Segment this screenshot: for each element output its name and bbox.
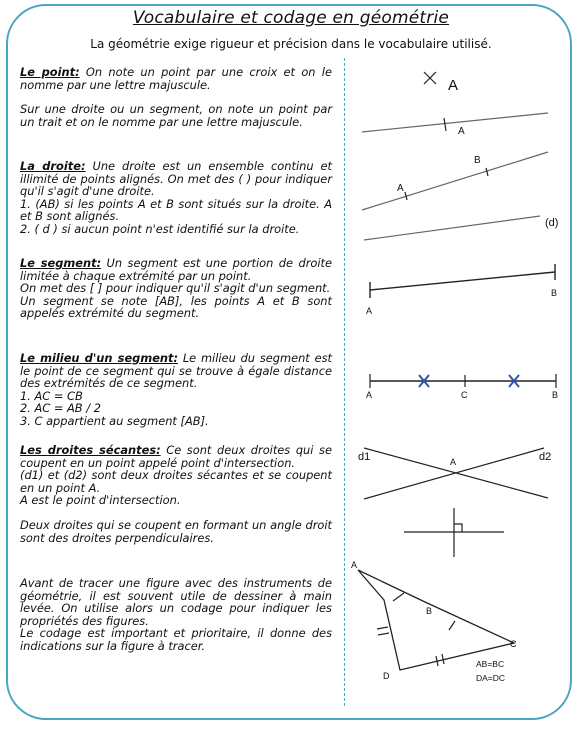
point-text-1: On note un point par une croix et on le nomme par une lettre majuscule. bbox=[20, 65, 332, 92]
heading-milieu: Le milieu d'un segment: bbox=[20, 351, 179, 365]
milieu-item-1: 1. AC = CB bbox=[20, 388, 83, 403]
line-d bbox=[364, 216, 540, 240]
section-point bbox=[20, 66, 332, 128]
label-line-d: (d) bbox=[545, 217, 559, 229]
segment-text-3: Un segment se note [AB], les points A et B sont appelés extrémité du segment. bbox=[20, 293, 332, 321]
line-ab-tick-b bbox=[486, 168, 488, 176]
point-line bbox=[362, 113, 548, 132]
label-mid-c: C bbox=[461, 390, 468, 400]
section-milieu bbox=[20, 352, 332, 428]
page-title: Vocabulaire et codage en géométrie bbox=[132, 8, 450, 28]
heading-secantes: Les droites sécantes: bbox=[20, 443, 161, 457]
label-equality-2: DA=DC bbox=[476, 673, 506, 683]
figures-column bbox=[350, 56, 572, 706]
milieu-item-2: 2. AC = AB / 2 bbox=[20, 401, 101, 416]
label-secant-d2: d2 bbox=[539, 451, 552, 463]
segment-intro: Un segment est une portion de droite limitée à chaque extrémité par un point. bbox=[20, 256, 332, 283]
label-intersection-a: A bbox=[450, 457, 457, 467]
coded-quadrilateral bbox=[358, 570, 514, 670]
point-tick bbox=[444, 118, 446, 131]
label-segment-a: A bbox=[366, 306, 373, 316]
heading-segment: Le segment: bbox=[20, 256, 102, 270]
section-segment bbox=[20, 257, 332, 320]
page-subtitle: La géométrie exige rigueur et précision dans le vocabulaire utilisé. bbox=[90, 37, 492, 51]
heading-droite: La droite: bbox=[20, 159, 86, 173]
codage-text-2: Le codage est important et prioritaire, il donne des indications sur la figure à tracer. bbox=[20, 626, 332, 653]
point-text-2: Sur une droite ou un segment, on note un point par un trait et on le nomme par une lettre majuscule. bbox=[20, 102, 332, 129]
droite-intro: Une droite est un ensemble continu et illimité de points alignés. On met des ( ) pour indiquer qu'il s'agit d'une droite. bbox=[20, 159, 332, 199]
label-mid-a: A bbox=[366, 390, 373, 400]
code-mark-da-1 bbox=[377, 627, 388, 629]
segment-text-2: On met des [ ] pour indiquer qu'il s'agit d'un segment. bbox=[20, 281, 331, 296]
right-angle-mark bbox=[454, 524, 462, 532]
label-quad-c: C bbox=[510, 639, 517, 649]
label-point-a: A bbox=[448, 77, 459, 94]
label-equality-1: AB=BC bbox=[476, 659, 505, 669]
milieu-item-3: 3. C appartient au segment [AB]. bbox=[20, 413, 209, 428]
segment-ab bbox=[370, 272, 555, 290]
code-mark-ab bbox=[393, 593, 404, 601]
code-mark-bc bbox=[449, 621, 455, 630]
section-droite bbox=[20, 160, 332, 236]
heading-point: Le point: bbox=[20, 65, 80, 79]
section-codage bbox=[20, 577, 332, 653]
milieu-intro: Le milieu du segment est le point de ce segment qui se trouve à égale distance des extrémités de ce segment. bbox=[20, 351, 332, 391]
line-ab bbox=[362, 152, 548, 210]
secantes-text-3: A est le point d'intersection. bbox=[20, 493, 181, 508]
droite-item-2: 2. ( d ) si aucun point n'est identifié sur la droite. bbox=[20, 221, 300, 236]
label-segment-b: B bbox=[551, 288, 558, 298]
codage-text-1: Avant de tracer une figure avec des instruments de géométrie, il est souvent utile de dessiner à main levée. On utilise alors un codage pour indiquer les propriétés des figures. bbox=[20, 576, 332, 628]
label-mid-b: B bbox=[552, 390, 559, 400]
secantes-text-2: (d1) et (d2) sont deux droites sécantes et se coupent en un point A. bbox=[20, 468, 332, 495]
code-mark-da-2 bbox=[378, 633, 389, 635]
column-divider bbox=[344, 58, 345, 706]
secantes-intro: Ce sont deux droites qui se coupent en un point appelé point d'intersection. bbox=[20, 443, 332, 470]
label-quad-b: B bbox=[426, 606, 433, 616]
droite-item-1: 1. (AB) si les points A et B sont situés sur la droite. A et B sont alignés. bbox=[20, 196, 332, 224]
point-cross-mark bbox=[424, 72, 436, 84]
label-point-on-line-a: A bbox=[458, 126, 465, 137]
label-line-b: B bbox=[474, 155, 481, 166]
label-quad-a: A bbox=[351, 560, 358, 570]
secantes-perp: Deux droites qui se coupent en formant un angle droit sont des droites perpendiculaires. bbox=[20, 517, 332, 545]
section-secantes bbox=[20, 444, 332, 544]
label-secant-d1: d1 bbox=[358, 451, 371, 463]
label-quad-d: D bbox=[383, 671, 390, 681]
label-line-a: A bbox=[397, 183, 404, 194]
